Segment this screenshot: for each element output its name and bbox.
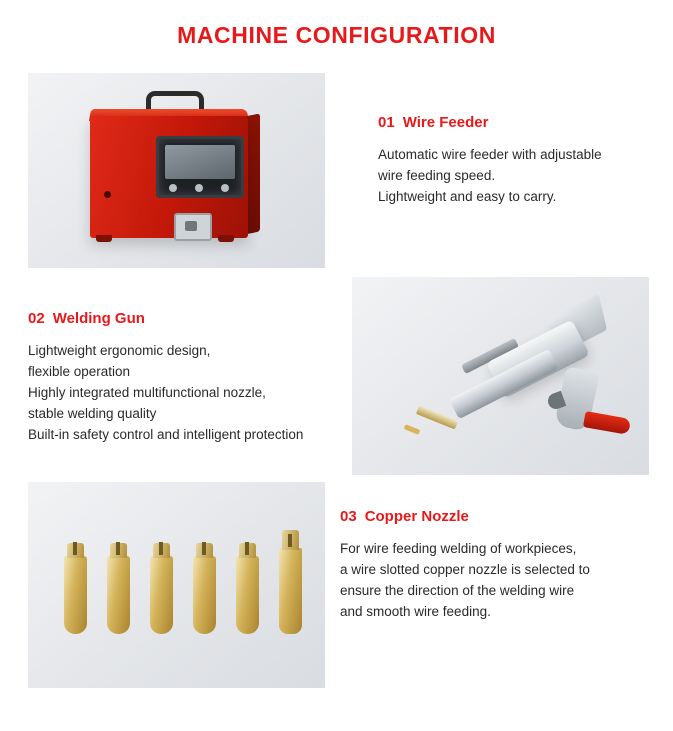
description-line: For wire feeding welding of workpieces, [340,541,577,556]
feature-number: 02 [28,310,45,327]
feature-title: Welding Gun [52,310,145,327]
nozzle-shape [193,556,216,634]
feature-description-wire-feeder [378,144,648,207]
description-line: a wire slotted copper nozzle is selected to [340,562,590,577]
welding-gun-image [352,277,649,475]
feeder-knob-shape [195,184,203,192]
feature-number: 01 [378,114,395,131]
description-line: flexible operation [28,364,131,379]
description-line: stable welding quality [28,406,157,421]
description-line: ensure the direction of the welding wire [340,583,575,598]
feature-title: Copper Nozzle [364,508,469,525]
copper-nozzles-image [28,482,325,688]
description-line: Highly integrated multifunctional nozzle, [28,385,266,400]
nozzle-shape [64,556,87,634]
feeder-connector-shape [174,213,212,241]
feature-number: 03 [340,508,357,525]
feature-block-wire-feeder [378,114,648,207]
description-line: Built-in safety control and intelligent protection [28,427,304,442]
feeder-foot-shape [96,235,112,242]
nozzle-shape [236,556,259,634]
feeder-knob-shape [169,184,177,192]
description-line: Lightweight and easy to carry. [378,189,557,204]
feature-heading-wire-feeder [378,114,648,131]
feeder-control-panel-shape [156,136,244,198]
feeder-indicator-shape [104,191,111,198]
description-line: and smooth wire feeding. [340,604,491,619]
description-line: Lightweight ergonomic design, [28,343,211,358]
wire-feeder-image [28,73,325,268]
feature-heading-welding-gun [28,310,338,327]
feeder-knob-shape [221,184,229,192]
page-title: MACHINE CONFIGURATION [177,22,496,48]
feature-description-copper-nozzle [340,538,640,622]
feature-block-welding-gun [28,310,338,445]
feeder-foot-shape [218,235,234,242]
feature-description-welding-gun [28,340,338,445]
nozzle-shape [107,556,130,634]
description-line: wire feeding speed. [378,168,496,183]
nozzle-shape [150,556,173,634]
feature-block-copper-nozzle [340,508,640,622]
description-line: Automatic wire feeder with adjustable [378,147,602,162]
nozzle-shape [279,548,302,634]
feature-title: Wire Feeder [402,114,489,131]
feeder-display-shape [165,145,235,179]
feature-heading-copper-nozzle [340,508,640,525]
